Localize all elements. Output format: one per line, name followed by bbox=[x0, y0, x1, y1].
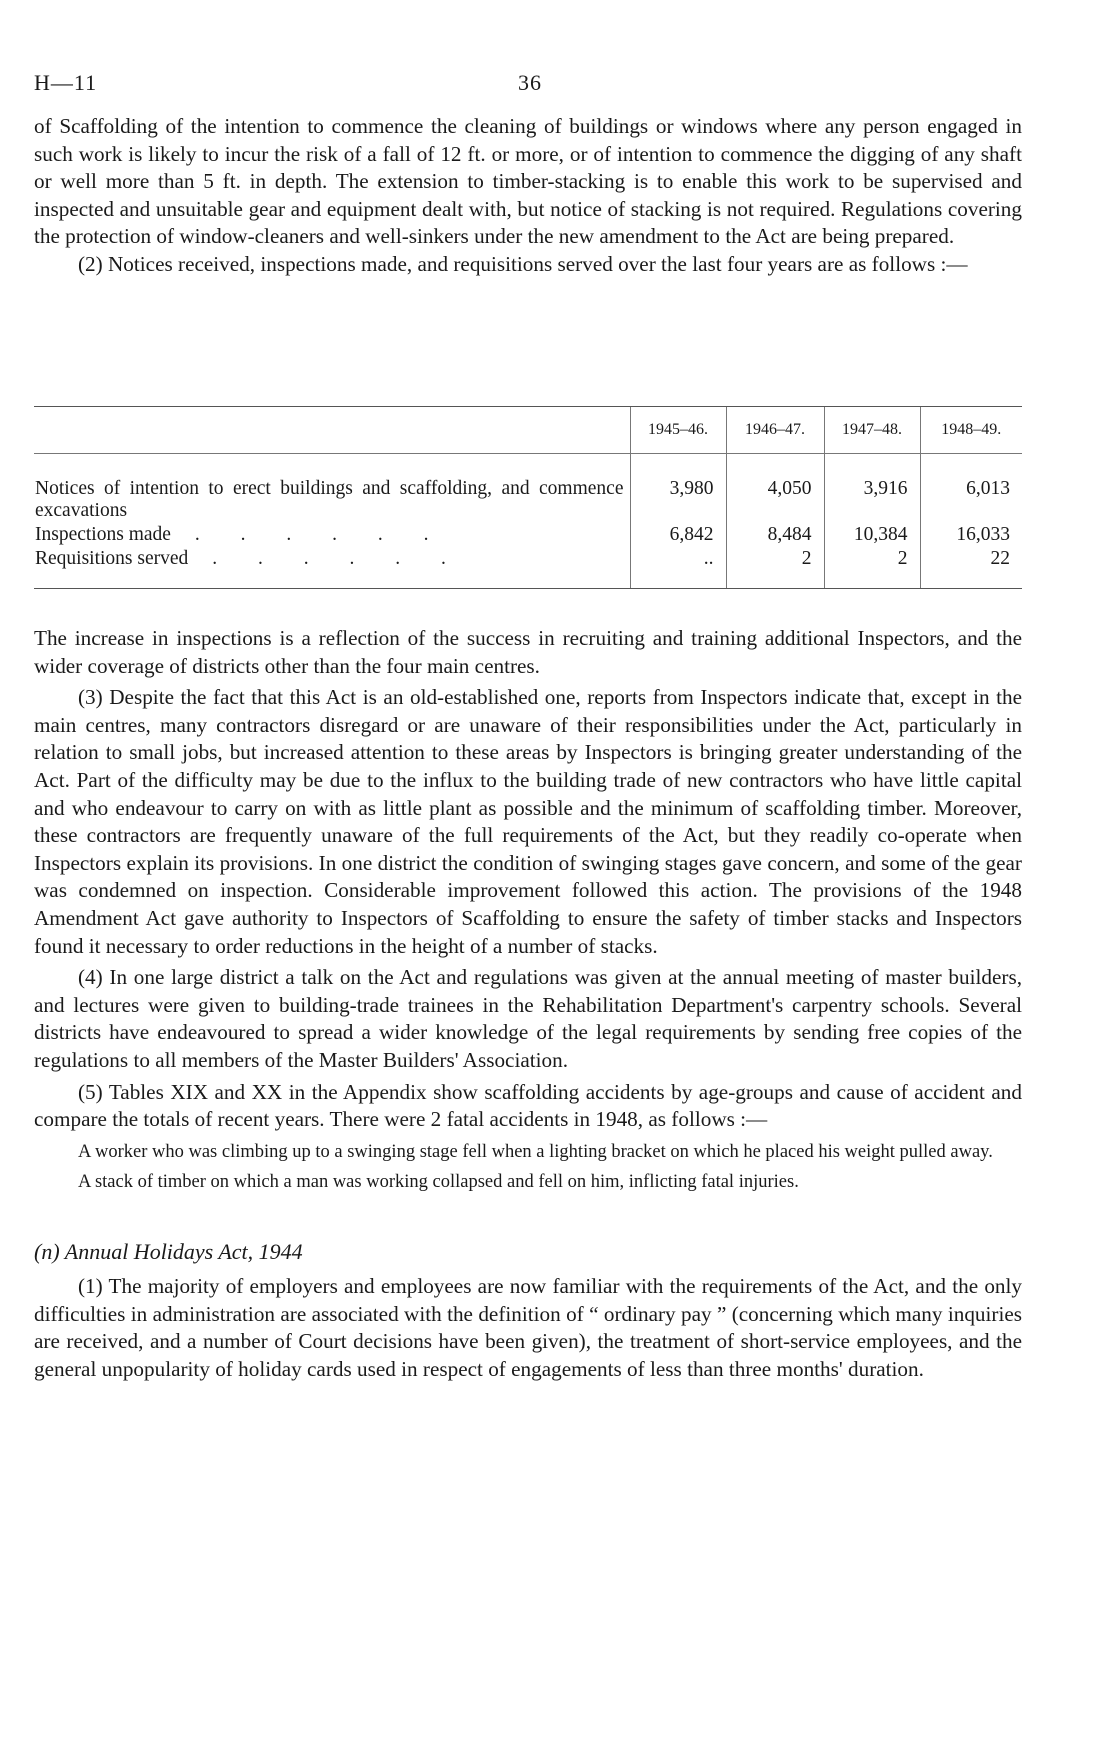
column-header: 1945–46. bbox=[630, 407, 726, 454]
row-label-text: Notices of intention to erect buildings and scaffolding, and commence excavations bbox=[35, 478, 624, 521]
leader-dots: . . . . . . bbox=[194, 524, 447, 545]
row-label bbox=[34, 523, 630, 547]
table-row bbox=[34, 454, 1022, 524]
notices-inspections-table bbox=[34, 406, 1022, 589]
table-cell: 8,484 bbox=[726, 523, 824, 547]
paragraph-n-1: (1) The majority of employers and employees are now familiar with the requirements of the Act, and the only difficulties in administration are associated with the definition of “ ordinary pay ” (concerning which many inquiries are received, and a number of Court decisions have been given), the treatment of short-service employees, and the general unpopularity of holiday cards used in respect of engagements of less than three months' duration. bbox=[34, 1274, 1022, 1382]
table-cell: 16,033 bbox=[920, 523, 1022, 547]
leader-dots: . . . . . . bbox=[212, 548, 464, 569]
table-cell: 2 bbox=[726, 547, 824, 589]
column-header: 1946–47. bbox=[726, 407, 824, 454]
page-number: 36 bbox=[518, 70, 542, 95]
row-label bbox=[34, 547, 630, 589]
table-header-blank bbox=[34, 407, 630, 454]
table-cell: 2 bbox=[824, 547, 920, 589]
statistics-table-wrapper bbox=[34, 406, 1022, 589]
paragraph-5: (5) Tables XIX and XX in the Appendix show scaffolding accidents by age-groups and cause of accident and compare the totals of recent years. There were 2 fatal accidents in 1948, as follows :— bbox=[34, 1079, 1022, 1132]
row-label-text: Inspections made bbox=[35, 524, 171, 545]
fatal-accident-2: A stack of timber on which a man was working collapsed and fell on him, inflicting fatal injuries. bbox=[78, 1171, 799, 1192]
table-cell: 4,050 bbox=[726, 454, 824, 524]
table-cell: 6,842 bbox=[630, 523, 726, 547]
column-header: 1948–49. bbox=[920, 407, 1022, 454]
paragraph-4: (4) In one large district a talk on the Act and regulations was given at the annual meeting of master builders, and lectures were given to building-trade trainees in the Rehabilitation Department's carpentry schools. Several districts have endeavoured to spread a wider knowledge of the legal requirements by sending free copies of the regulations to all members of the Master Builders' Association. bbox=[34, 965, 1022, 1072]
table-cell: 10,384 bbox=[824, 523, 920, 547]
table-cell: .. bbox=[630, 547, 726, 589]
paragraph-scaffolding-continuation: of Scaffolding of the intention to commence the cleaning of buildings or windows where any person engaged in such work is likely to incur the risk of a fall of 12 ft. or more, or of intention to commence the digging of any shaft or well more than 5 ft. in depth. The extension to timber-stacking is to enable this work to be supervised and inspected and unsuitable gear and equipment dealt with, but notice of stacking is not required. Regulations covering the protection of window-cleaners and well-sinkers under the new amendment to the Act are being prepared. bbox=[34, 114, 1022, 249]
column-header: 1947–48. bbox=[824, 407, 920, 454]
table-row bbox=[34, 547, 1022, 589]
table-row bbox=[34, 523, 1022, 547]
paragraph-2: (2) Notices received, inspections made, and requisitions served over the last four years are as follows :— bbox=[78, 251, 968, 276]
row-label bbox=[34, 454, 630, 524]
document-reference: H—11 bbox=[34, 70, 98, 95]
table-cell: 3,980 bbox=[630, 454, 726, 524]
table-cell: 6,013 bbox=[920, 454, 1022, 524]
table-header-row bbox=[34, 407, 1022, 454]
page-header bbox=[34, 70, 1034, 100]
paragraph-increase-inspections: The increase in inspections is a reflection of the success in recruiting and training additional Inspectors, and the wider coverage of districts other than the four main centres. bbox=[34, 626, 1022, 678]
table-cell: 22 bbox=[920, 547, 1022, 589]
table-cell: 3,916 bbox=[824, 454, 920, 524]
row-label-text: Requisitions served bbox=[35, 548, 189, 569]
paragraph-3: (3) Despite the fact that this Act is an old-established one, reports from Inspectors indicate that, except in the main centres, many contractors disregard or are unaware of their responsibilities under the Act, particularly in relation to small jobs, but increased attention to these areas by Inspectors is bringing greater understanding of the Act. Part of the difficulty may be due to the influx to the building trade of new contractors who have little capital and who endeavour to carry on with as little plant as possible and the minimum of scaffolding timber. Moreover, these contractors are frequently unaware of the full requirements of the Act, but they readily co-operate when Inspectors explain its provisions. In one district the condition of swinging stages gave concern, and some of the gear was condemned on inspection. Considerable improvement followed this action. The provisions of the 1948 Amendment Act gave authority to Inspectors of Scaffolding to ensure the safety of timber stacks and Inspectors found it necessary to order reductions in the height of a number of stacks. bbox=[34, 685, 1022, 958]
section-heading-annual-holidays: (n) Annual Holidays Act, 1944 bbox=[34, 1238, 303, 1264]
main-body-section bbox=[34, 625, 1022, 1388]
intro-section bbox=[34, 113, 1022, 279]
fatal-accident-1: A worker who was climbing up to a swinging stage fell when a lighting bracket on which he placed his weight pulled away. bbox=[78, 1141, 993, 1162]
